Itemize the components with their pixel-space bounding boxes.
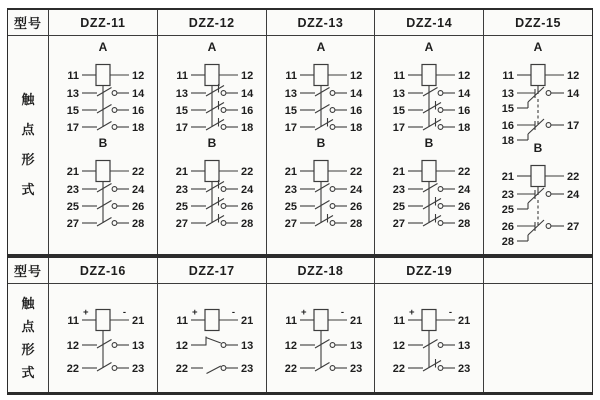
moving-contact-arm xyxy=(315,201,330,210)
fixed-contact-circle xyxy=(546,192,551,197)
terminal-number: 22 xyxy=(66,363,79,375)
polarity-minus-sign: - xyxy=(340,307,344,318)
terminal-number: 17 xyxy=(567,120,580,132)
relay-coil-symbol xyxy=(422,310,436,331)
section2-row-header-contact-form xyxy=(8,284,48,392)
model-header-dzz-16: DZZ-16 xyxy=(48,258,157,283)
section1-row-header-contact-form xyxy=(8,36,48,254)
contact-form-char: 式 xyxy=(21,182,35,197)
fixed-contact-circle xyxy=(330,125,335,130)
group-label: B xyxy=(316,136,325,150)
terminal-number: 25 xyxy=(175,201,188,213)
terminal-number: 21 xyxy=(393,166,406,178)
diagram-cell-dzz-12 xyxy=(157,36,266,254)
diagram-cell-dzz-18 xyxy=(266,284,375,392)
contact-diagram-dzz-13 xyxy=(267,36,375,254)
terminal-number: 28 xyxy=(501,236,515,248)
moving-contact-arm xyxy=(423,340,438,349)
fixed-contact-circle xyxy=(112,204,117,209)
terminal-number: 12 xyxy=(175,340,188,352)
model-header-dzz-13: DZZ-13 xyxy=(266,10,375,35)
moving-contact-arm xyxy=(97,122,112,131)
diagram-cell-dzz-17 xyxy=(157,284,266,392)
terminal-number: 18 xyxy=(501,135,515,147)
terminal-number: 12 xyxy=(66,340,79,352)
terminal-number: 13 xyxy=(132,340,145,352)
model-header-dzz-14: DZZ-14 xyxy=(374,10,483,35)
relay-coil-symbol xyxy=(205,310,219,331)
terminal-number: 23 xyxy=(240,363,254,375)
terminal-number: 22 xyxy=(458,166,471,178)
moving-contact-arm xyxy=(528,220,544,235)
relay-coil-symbol xyxy=(314,65,328,86)
group-label: B xyxy=(207,136,217,150)
terminal-number: 27 xyxy=(284,218,297,230)
relay-coil-symbol xyxy=(531,166,545,187)
fixed-contact-circle xyxy=(221,187,226,192)
terminal-number: 12 xyxy=(393,340,406,352)
terminal-number: 24 xyxy=(567,189,580,201)
terminal-number: 26 xyxy=(349,201,362,213)
section2-diagram-row xyxy=(8,284,592,392)
terminal-number: 18 xyxy=(458,122,471,134)
terminal-number: 11 xyxy=(67,315,79,327)
fixed-contact-circle xyxy=(112,366,117,371)
terminal-number: 11 xyxy=(393,70,406,82)
terminal-number: 18 xyxy=(349,122,362,134)
group-label: B xyxy=(425,136,434,150)
section1-row-header-model: 型号 xyxy=(13,16,42,31)
contact-diagram-dzz-11 xyxy=(49,36,157,254)
terminal-number: 23 xyxy=(349,363,362,375)
moving-contact-arm xyxy=(315,88,330,97)
terminal-number: 22 xyxy=(175,363,188,375)
fixed-contact-circle xyxy=(112,343,117,348)
contact-diagram-dzz-19 xyxy=(375,284,483,392)
group-label: B xyxy=(533,141,543,155)
terminal-number: 21 xyxy=(175,166,188,178)
terminal-number: 17 xyxy=(284,122,297,134)
terminal-number: 14 xyxy=(240,88,254,100)
terminal-number: 22 xyxy=(567,171,580,183)
fixed-contact-circle xyxy=(112,91,117,96)
terminal-number: 27 xyxy=(393,218,406,230)
terminal-number: 14 xyxy=(458,88,471,100)
terminal-number: 23 xyxy=(66,184,79,196)
terminal-number: 16 xyxy=(240,105,254,117)
terminal-number: 16 xyxy=(132,105,145,117)
terminal-number: 24 xyxy=(132,184,145,196)
relay-coil-symbol xyxy=(314,310,328,331)
fixed-contact-circle xyxy=(112,108,117,113)
contact-diagram-dzz-16 xyxy=(49,284,157,392)
moving-contact-arm xyxy=(528,188,544,203)
terminal-number: 12 xyxy=(567,70,580,82)
terminal-number: 26 xyxy=(458,201,471,213)
fixed-contact-circle xyxy=(438,91,443,96)
group-label: A xyxy=(207,40,217,54)
terminal-number: 15 xyxy=(501,103,515,115)
contact-form-char: 点 xyxy=(21,319,35,334)
terminal-number: 17 xyxy=(175,122,188,134)
moving-contact-arm xyxy=(97,105,112,114)
polarity-minus-sign: - xyxy=(231,307,235,318)
relay-coil-symbol xyxy=(96,65,110,86)
fixed-contact-circle xyxy=(330,187,335,192)
terminal-number: 23 xyxy=(132,363,145,375)
moving-contact-arm xyxy=(206,338,221,344)
relay-coil-symbol xyxy=(96,161,110,182)
group-label: A xyxy=(316,40,325,54)
terminal-number: 12 xyxy=(132,70,145,82)
terminal-number: 13 xyxy=(66,88,79,100)
fixed-contact-circle xyxy=(438,366,443,371)
group-label: A xyxy=(533,40,543,54)
terminal-number: 16 xyxy=(501,120,515,132)
contact-diagram-dzz-12 xyxy=(158,36,266,254)
terminal-number: 24 xyxy=(458,184,471,196)
model-header-empty xyxy=(483,258,592,283)
relay-coil-symbol xyxy=(422,65,436,86)
fixed-contact-circle xyxy=(221,91,226,96)
terminal-number: 22 xyxy=(284,363,297,375)
diagram-cell-dzz-19 xyxy=(374,284,483,392)
diagram-cell-dzz-11 xyxy=(48,36,157,254)
model-header-dzz-18: DZZ-18 xyxy=(266,258,375,283)
terminal-number: 21 xyxy=(284,166,297,178)
terminal-number: 11 xyxy=(502,70,515,82)
fixed-contact-circle xyxy=(112,125,117,130)
terminal-number: 16 xyxy=(458,105,471,117)
terminal-number: 23 xyxy=(284,184,297,196)
contact-diagram-dzz-18 xyxy=(267,284,375,392)
fixed-contact-circle xyxy=(438,108,443,113)
terminal-number: 15 xyxy=(175,105,188,117)
terminal-number: 24 xyxy=(240,184,254,196)
terminal-number: 25 xyxy=(66,201,79,213)
terminal-number: 23 xyxy=(175,184,188,196)
terminal-number: 14 xyxy=(567,88,580,100)
fixed-contact-circle xyxy=(330,91,335,96)
diagram-cell-dzz-13 xyxy=(266,36,375,254)
moving-contact-arm xyxy=(206,366,220,374)
contact-diagram-dzz-14 xyxy=(375,36,483,254)
terminal-number: 17 xyxy=(393,122,406,134)
moving-contact-arm xyxy=(528,119,544,134)
terminal-number: 26 xyxy=(240,201,254,213)
fixed-contact-circle xyxy=(330,343,335,348)
contact-form-char: 触 xyxy=(21,92,35,107)
terminal-number: 12 xyxy=(458,70,471,82)
terminal-number: 14 xyxy=(349,88,362,100)
terminal-number: 21 xyxy=(458,315,471,327)
model-header-dzz-19: DZZ-19 xyxy=(374,258,483,283)
section1-diagram-row xyxy=(8,36,592,254)
terminal-number: 23 xyxy=(458,363,471,375)
group-label: B xyxy=(98,136,108,150)
terminal-number: 23 xyxy=(501,189,515,201)
diagram-cell-dzz-14 xyxy=(374,36,483,254)
moving-contact-arm xyxy=(97,201,112,210)
terminal-number: 27 xyxy=(175,218,188,230)
fixed-contact-circle xyxy=(438,187,443,192)
terminal-number: 13 xyxy=(501,88,515,100)
moving-contact-arm xyxy=(423,184,438,193)
terminal-number: 13 xyxy=(284,88,297,100)
terminal-number: 11 xyxy=(393,315,406,327)
relay-coil-symbol xyxy=(531,65,545,86)
terminal-number: 16 xyxy=(349,105,362,117)
fixed-contact-circle xyxy=(112,221,117,226)
group-label: A xyxy=(425,40,434,54)
fixed-contact-circle xyxy=(438,343,443,348)
moving-contact-arm xyxy=(315,184,330,193)
contact-diagram-dzz-17 xyxy=(158,284,266,392)
terminal-number: 14 xyxy=(132,88,145,100)
terminal-number: 15 xyxy=(393,105,406,117)
relay-coil-symbol xyxy=(314,161,328,182)
terminal-number: 11 xyxy=(284,315,297,327)
terminal-number: 21 xyxy=(240,315,254,327)
fixed-contact-circle xyxy=(330,221,335,226)
group-label: A xyxy=(98,40,108,54)
moving-contact-arm xyxy=(97,340,112,349)
relay-contact-table xyxy=(7,8,593,395)
diagram-cell-empty xyxy=(483,284,592,392)
terminal-number: 28 xyxy=(349,218,362,230)
terminal-number: 11 xyxy=(176,315,188,327)
terminal-number: 28 xyxy=(458,218,471,230)
contact-form-char: 式 xyxy=(21,365,35,380)
terminal-number: 18 xyxy=(132,122,145,134)
moving-contact-arm xyxy=(528,87,544,102)
fixed-contact-circle xyxy=(546,91,551,96)
terminal-number: 21 xyxy=(501,171,515,183)
terminal-number: 25 xyxy=(284,201,297,213)
contact-form-char: 点 xyxy=(21,122,35,137)
terminal-number: 11 xyxy=(67,70,79,82)
model-header-dzz-12: DZZ-12 xyxy=(157,10,266,35)
moving-contact-arm xyxy=(315,105,330,114)
fixed-contact-circle xyxy=(221,108,226,113)
polarity-minus-sign: - xyxy=(449,307,453,318)
contact-form-char: 形 xyxy=(21,152,35,167)
model-header-dzz-15: DZZ-15 xyxy=(483,10,592,35)
fixed-contact-circle xyxy=(438,125,443,130)
fixed-contact-circle xyxy=(221,221,226,226)
model-header-dzz-17: DZZ-17 xyxy=(157,258,266,283)
fixed-contact-circle xyxy=(221,343,226,348)
terminal-number: 22 xyxy=(393,363,406,375)
terminal-number: 25 xyxy=(501,204,515,216)
terminal-number: 28 xyxy=(132,218,145,230)
fixed-contact-circle xyxy=(221,125,226,130)
diagram-cell-dzz-16 xyxy=(48,284,157,392)
fixed-contact-circle xyxy=(330,108,335,113)
terminal-number: 28 xyxy=(240,218,254,230)
moving-contact-arm xyxy=(97,363,112,372)
terminal-number: 11 xyxy=(284,70,297,82)
relay-coil-symbol xyxy=(96,310,110,331)
terminal-number: 13 xyxy=(175,88,188,100)
polarity-plus-sign: + xyxy=(83,307,89,318)
moving-contact-arm xyxy=(97,88,112,97)
fixed-contact-circle xyxy=(546,224,551,229)
moving-contact-arm xyxy=(315,363,330,372)
moving-contact-arm xyxy=(97,184,112,193)
relay-coil-symbol xyxy=(205,161,219,182)
polarity-minus-sign: - xyxy=(122,307,126,318)
terminal-number: 26 xyxy=(132,201,145,213)
terminal-number: 25 xyxy=(393,201,406,213)
section2-row-header-model: 型号 xyxy=(13,264,42,279)
terminal-number: 15 xyxy=(66,105,79,117)
fixed-contact-circle xyxy=(438,204,443,209)
polarity-plus-sign: + xyxy=(191,307,198,318)
terminal-number: 27 xyxy=(66,218,79,230)
terminal-number: 12 xyxy=(284,340,297,352)
terminal-number: 22 xyxy=(240,166,254,178)
fixed-contact-circle xyxy=(330,204,335,209)
fixed-contact-circle xyxy=(221,366,226,371)
terminal-number: 21 xyxy=(132,315,145,327)
moving-contact-arm xyxy=(97,218,112,227)
section1-model-header-row xyxy=(8,10,592,36)
fixed-contact-circle xyxy=(221,204,226,209)
terminal-number: 27 xyxy=(567,221,580,233)
section2-model-header-row xyxy=(8,258,592,284)
terminal-number: 21 xyxy=(66,166,79,178)
terminal-number: 13 xyxy=(393,88,406,100)
terminal-number: 26 xyxy=(501,221,515,233)
contact-form-char: 触 xyxy=(21,296,35,311)
fixed-contact-circle xyxy=(112,187,117,192)
relay-coil-symbol xyxy=(422,161,436,182)
terminal-number: 23 xyxy=(393,184,406,196)
terminal-number: 13 xyxy=(349,340,362,352)
terminal-number: 13 xyxy=(458,340,471,352)
terminal-number: 22 xyxy=(132,166,145,178)
polarity-plus-sign: + xyxy=(300,307,307,318)
terminal-number: 18 xyxy=(240,122,254,134)
terminal-number: 21 xyxy=(349,315,362,327)
model-header-dzz-11: DZZ-11 xyxy=(48,10,157,35)
relay-coil-symbol xyxy=(205,65,219,86)
terminal-number: 24 xyxy=(349,184,362,196)
diagram-cell-dzz-15 xyxy=(483,36,592,254)
contact-diagram-dzz-15 xyxy=(484,36,592,254)
moving-contact-arm xyxy=(423,88,438,97)
fixed-contact-circle xyxy=(330,366,335,371)
terminal-number: 12 xyxy=(349,70,362,82)
fixed-contact-circle xyxy=(438,221,443,226)
terminal-number: 12 xyxy=(240,70,254,82)
moving-contact-arm xyxy=(315,340,330,349)
terminal-number: 15 xyxy=(284,105,297,117)
terminal-number: 22 xyxy=(349,166,362,178)
terminal-number: 17 xyxy=(66,122,79,134)
terminal-number: 13 xyxy=(240,340,254,352)
polarity-plus-sign: + xyxy=(409,307,415,318)
contact-form-char: 形 xyxy=(21,342,35,357)
fixed-contact-circle xyxy=(546,123,551,128)
terminal-number: 11 xyxy=(176,70,188,82)
